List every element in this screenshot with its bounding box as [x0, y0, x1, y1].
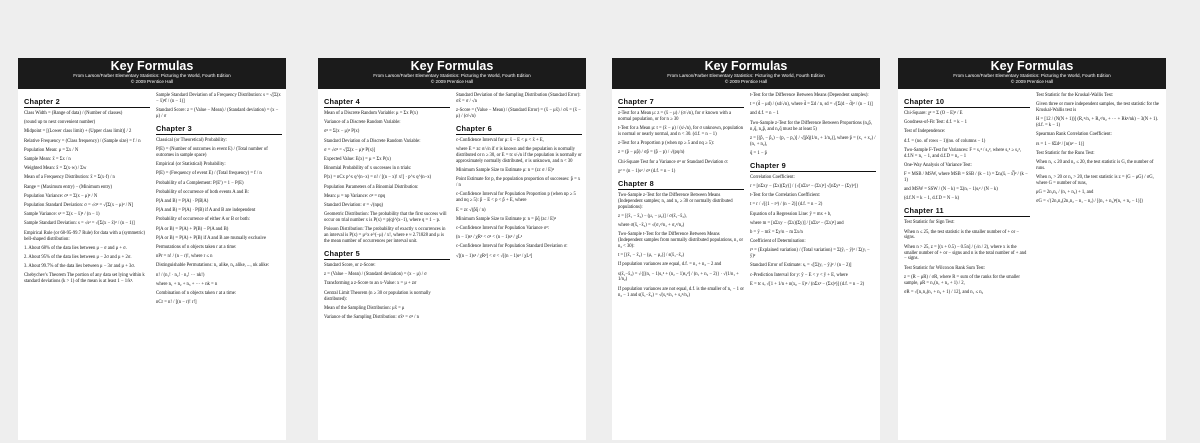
formula-line: Given three or more independent samples, the test statistic for the Kruskal-Wallis test is: [1036, 102, 1160, 114]
formula-line: Variance of the Sampling Distribution: σx̄² = σ² / n: [324, 314, 419, 320]
formula-line: c-Confidence Interval for μ: x̄ − E < μ < x̄ + E,: [456, 137, 544, 143]
formula-line: z-Test for a Mean μ: z = (x̄ − μ) / (σ/√n), for σ known with a normal population, or for n ≥ 30: [618, 111, 732, 122]
formula-line: Two-Sample F-Test for Variances: F = s₁² / s₂², where s₁² ≥ s₂², d.f.N = n₁ − 1, and d.f.D = n₂ − 1: [904, 147, 1022, 159]
formula-line: When n ≤ 25, the test statistic is the smaller number of + or − signs.: [904, 229, 1019, 241]
formula-line: E = zc √(p̂q̂ / n): [456, 207, 486, 213]
formula-line: Minimum Sample Size to Estimate μ: n = (zc σ / E)²: [456, 168, 555, 174]
formula-line: z = [(p̂₁ − p̂₂) − (p₁ − p₂)] / √[p̄q̄(1/n₁ + 1/n₂)], where p̄ = (x₁ + x₂) / (n₁ + n₂),: [750, 135, 876, 147]
card-header: [18, 58, 286, 89]
formula-line: Transforming a z-Score to an x-Value: x = μ + zσ: [324, 281, 417, 287]
formula-line: and MSW = SSW / (N − k) = Σ(nᵢ − 1)sᵢ² / (N − k): [904, 187, 998, 193]
formula-line: n! / (n₁! · n₂! · n₃! ··· nk!): [156, 272, 205, 278]
formula-line: If population variances are not equal, d.f. is the smaller of n₁ − 1 or n₂ − 1 and s(x̄₁−x̄₂) = √(s₁²/n₁ + s₂²/n₂): [618, 286, 744, 298]
formula-line: Distinguishable Permutations: n₁ alike, n₂ alike, ..., nk alike:: [156, 263, 270, 269]
formula-list: [24, 111, 150, 285]
formula-line: Classical (or Theoretical) Probability:: [156, 137, 227, 143]
formula-line: Standard Score: z = (Value − Mean) / (Standard deviation) = (x − μ) / σ: [156, 108, 279, 120]
formula-line: c-Confidence Interval for Population Standard Deviation σ:: [456, 244, 568, 250]
formula-line: P(E) = (Number of outcomes in event E) / (Total number of outcomes in sample space): [156, 147, 268, 159]
formula-line: Population Variance: σ² = Σ(x − μ)² / N: [24, 193, 98, 199]
card-column-right: [1036, 93, 1162, 299]
card-header: [898, 58, 1166, 89]
card-column-right: [750, 93, 876, 302]
formula-line: Standard Error of Estimate: sₑ = √[Σ(yᵢ − ŷᵢ)² / (n − 2)]: [750, 263, 852, 269]
formula-line: Test Statistic for the Kruskal-Wallis Test:: [1036, 93, 1114, 98]
formula-line: Minimum Sample Size to Estimate p: n = p̂q̂ (zc / E)²: [456, 216, 556, 222]
formula-list: [156, 138, 282, 306]
formula-line: Test Statistic for the Runs Test:: [1036, 150, 1095, 156]
formula-line: Midpoint = [(Lower class limit) + (Upper class limit)] / 2: [24, 129, 132, 135]
chapter-heading: Chapter 7: [618, 97, 744, 108]
formula-line: Mean of the Sampling Distribution: μx̄ = μ: [324, 305, 405, 311]
formula-line: z-Score = (Value − Mean) / (Standard Error) = (x̄ − μx̄) / σx̄ = (x̄ − μ) / (σ/√n): [456, 108, 581, 120]
formula-line: where m = [nΣxy − (Σx)(Σy)] / [nΣx² − (Σx)²] and: [750, 220, 844, 226]
formula-line: Population Mean: μ = Σx / N: [24, 147, 79, 153]
formula-line: H = [12 / (N(N + 1))] (R₁²/n₁ + R₂²/n₂ + ··· + Rk²/nk) − 3(N + 1). (d.f. = k − 1): [1036, 117, 1159, 129]
formula-line: Test Statistic for Sign Test:: [904, 220, 955, 226]
chapter-heading: Chapter 10: [904, 97, 1030, 108]
formula-line: Central Limit Theorem (n ≥ 30 or population is normally distributed):: [324, 290, 431, 302]
formula-line: Equation of a Regression Line: ŷ = mx + b,: [750, 211, 832, 217]
formula-line: nPr = n! / (n − r)!, where r ≤ n: [156, 254, 213, 260]
formula-line: P(A or B) = P(A) + P(B) − P(A and B): [156, 226, 229, 232]
formula-line: One-Way Analysis of Variance Test:: [904, 162, 972, 168]
card-subtitle: From Larson/Farber Elementary Statistics: Picturing the World, Fourth Edition: [73, 73, 231, 78]
formula-list: [750, 175, 876, 288]
formula-line: μG = 2n₁n₂ / (n₁ + n₂) + 1, and: [1036, 190, 1094, 196]
formula-line: Standard Deviation of the Sampling Distribution (Standard Error): σx̄ = σ / √n: [456, 93, 581, 104]
formula-line: Empirical Rule (or 68-95-99.7 Rule) for data with a (symmetric) bell-shaped distribution:: [24, 230, 146, 242]
formula-line: z-Test for a Proportion p (when np ≥ 5 and nq ≥ 5):: [618, 141, 714, 147]
formula-line: Geometric Distribution: The probability that the first success will occur on trial number x is P(x) = p(q)^(x−1), where q = 1 − p.: [324, 212, 447, 224]
card-title: Key Formulas: [990, 59, 1074, 73]
formula-line: 1. About 68% of the data lies between μ − σ and μ + σ.: [24, 245, 127, 251]
formula-line: Poisson Distribution: The probability of exactly x occurrences in an interval is P(x) = μ^x e^(−μ) / x!, where e ≈ 2.71828 and μ is the mean number of occurrences per interval unit.: [324, 227, 446, 245]
formula-line: Standard Score, or z-Score:: [324, 263, 376, 269]
chapter-heading: Chapter 4: [324, 97, 450, 108]
formula-line: Variance of a Discrete Random Variable:: [324, 120, 401, 126]
formula-line: c-Confidence Interval for Population Proportion p (when np ≥ 5 and nq ≥ 5): p̂ − E < p < p̂ + E, where: [456, 192, 576, 204]
formula-line: Population Standard Deviation: σ = √σ² = √[Σ(x − μ)² / N]: [24, 203, 134, 209]
card-header: [318, 58, 586, 89]
formula-line: Coefficient of Determination:: [750, 239, 806, 245]
formula-line: r = [nΣxy − (Σx)(Σy)] / {√[nΣx² − (Σx)²] √[nΣy² − (Σy)²]}: [750, 183, 859, 189]
formula-line: Weighted Mean: x̄ = Σ(x·w) / Σw: [24, 166, 87, 172]
formula-line: Correlation Coefficient:: [750, 174, 795, 180]
formula-line: E = tc sₑ √[1 + 1/n + n(x₀ − x̄)² / (nΣx² − (Σx)²)] (d.f. = n − 2): [750, 281, 865, 287]
formula-line: z = [(x̄₁ − x̄₂) − (μ₁ − μ₂)] / σ(x̄₁−x̄₂),: [618, 213, 687, 219]
formula-line: Two-Sample z-Test for the Difference Between Means (Independent samples; n₁ and n₂ ≥ 30 or normally distributed populations):: [618, 192, 733, 210]
formula-line: Chi-Square: χ² = Σ (O − E)² / E: [904, 111, 963, 116]
formula-line: Goodness-of-Fit Test: d.f. = k − 1: [904, 120, 967, 126]
formula-line: Probability of occurrence of both events A and B:: [156, 189, 249, 195]
formula-line: 3. About 99.7% of the data lies between μ − 3σ and μ + 3σ.: [24, 264, 136, 270]
formula-line: Combination of n objects taken r at a time:: [156, 291, 237, 297]
formula-line: Sample Mean: x̄ = Σx / n: [24, 157, 71, 163]
chapter-heading: Chapter 8: [618, 179, 744, 190]
formula-line: Relative Frequency = (Class frequency) / (Sample size) = f / n: [24, 138, 141, 144]
formula-line: Probability of occurrence of either A or B or both:: [156, 217, 250, 223]
card-column-left: [24, 93, 150, 309]
card-copyright: © 2009 Prentice Hall: [724, 79, 768, 84]
card-copyright: © 2009 Prentice Hall: [1010, 79, 1054, 84]
formula-line: c-Confidence Interval for Population Variance σ²:: [456, 225, 550, 231]
formula-line: Expected Value: E(x) = μ = Σx P(x): [324, 157, 391, 163]
chapter-heading: Chapter 3: [156, 124, 282, 135]
chapter-heading: Chapter 2: [24, 97, 150, 108]
formula-line: Mean: μ = np Variance: σ² = npq: [324, 193, 386, 199]
formula-line: P(A and B) = P(A) · P(B|A): [156, 199, 209, 205]
formula-line: Chi-Square Test for a Variance σ² or Standard Deviation σ:: [618, 159, 729, 165]
formula-line: σ = √σ² = √[Σ(x − μ)² P(x)]: [324, 147, 376, 153]
card-column-right: [456, 93, 582, 324]
card-column-left: [904, 93, 1030, 299]
formula-line: Permutations of n objects taken r at a time:: [156, 245, 237, 251]
formula-line: Test Statistic for Wilcoxon Rank Sum Test:: [904, 265, 986, 271]
formula-line: r² = (Explained variation) / (Total variation) = Σ(ŷᵢ − ȳ)² / Σ(yᵢ − ȳ)²: [750, 248, 870, 260]
formula-line: When n > 25, z = [(x + 0.5) − 0.5n] / (√n / 2), where x is the smaller number of + or − signs and n is the total number of + and − signs.: [904, 244, 1027, 262]
formula-list: [456, 138, 582, 260]
card-title: Key Formulas: [410, 59, 494, 73]
formula-line: (round up to next convenient number): [24, 120, 96, 126]
formula-list: [750, 93, 876, 157]
card-subtitle: From Larson/Farber Elementary Statistics: Picturing the World, Fourth Edition: [373, 73, 531, 78]
formula-line: d.f. = (no. of rows − 1)(no. of columns − 1): [904, 138, 986, 144]
formula-line: t = r / √[(1 − r²) / (n − 2)] (d.f. = n − 2): [750, 202, 823, 208]
card-header: [612, 58, 880, 89]
formula-line: (n − 1)s² / χR² < σ² < (n − 1)s² / χL²: [456, 235, 523, 241]
formula-line: Mean of a Discrete Random Variable: μ = Σx P(x): [324, 111, 418, 116]
formula-line: √[(n − 1)s² / χR²] < σ < √[(n − 1)s² / χL²]: [456, 253, 533, 259]
formula-line: (d.f.N = k − 1, d.f.D = N − k): [904, 196, 960, 202]
formula-line: P(x) = nCx p^x q^(n−x) = n! / [(n − x)! x!] · p^x q^(n−x): [324, 175, 432, 181]
formula-list: [904, 220, 1030, 296]
formula-line: Test of Independence:: [904, 129, 946, 135]
formula-line: where σ(x̄₁−x̄₂) = √(σ₁²/n₁ + σ₂²/n₂): [618, 222, 685, 228]
card-column-right: [156, 93, 282, 309]
formula-line: If population variances are equal, d.f. = n₁ + n₂ − 2 and: [618, 262, 722, 268]
formula-line: t = (d̄ − μd) / (sd/√n), where d̄ = Σd / n, sd = √[Σ(d − d̄)² / (n − 1)]: [750, 102, 873, 108]
card-copyright: © 2009 Prentice Hall: [430, 79, 474, 84]
formula-line: σ² = Σ(x − μ)² P(x): [324, 129, 360, 135]
formula-line: When n₁ > 20 or n₂ > 20, the test statistic is z = (G − μG) / σG, where G = number of runs,: [1036, 175, 1154, 187]
formula-card-chapters-4-6: [318, 58, 586, 440]
formula-list: [324, 111, 450, 245]
card-column-left: [618, 93, 744, 302]
formula-line: Chebychev's Theorem The portion of any data set lying within k standard deviations (k > 1) of the mean is at least 1 − 1/k².: [24, 273, 145, 285]
formula-line: Point Estimate for p, the population proportion of successes: p̂ = x / n: [456, 177, 581, 189]
formula-line: Standard Deviation of a Discrete Random Variable:: [324, 138, 421, 144]
formula-line: c-Prediction Interval for y: ŷ − E < y < ŷ + E, where: [750, 272, 848, 278]
formula-line: Sample Standard Deviation: s = √s² = √[Σ(x − x̄)² / (n − 1)]: [24, 221, 135, 227]
formula-line: Sample Standard Deviation of a Frequency Distribution: s = √[Σ(x − x̄)²f / (n − 1)]: [156, 93, 281, 104]
formula-line: z = (R − μR) / σR, where R = sum of the ranks for the smaller sample, μR = n₁(n₁ + n₂ + 1) / 2,: [904, 274, 1020, 286]
card-title: Key Formulas: [110, 59, 194, 73]
formula-line: t-Test for a Mean μ: t = (x̄ − μ) / (s/√n), for σ unknown, population is normal or nearly normal, and n < 30. (d.f. = n − 1): [618, 126, 744, 138]
formula-line: Sample Variance: s² = Σ(x − x̄)² / (n − 1): [24, 212, 100, 218]
formula-line: P(E) = (Frequency of event E) / (Total frequency) = f / n: [156, 171, 262, 177]
formula-line: rs = 1 − 6Σd² / [n(n² − 1)]: [1036, 141, 1084, 147]
chapter-heading: Chapter 5: [324, 249, 450, 260]
formula-line: q̄ = 1 − p̄: [750, 150, 768, 156]
formula-list: [456, 93, 582, 120]
formula-line: where E = zc σ/√n if σ is known and the population is normally distributed or n ≥ 30, or E = tc s/√n if the population is normally or approximately normally distributed, σ is unknown, and n < 30: [456, 147, 582, 164]
formula-line: Empirical (or Statistical) Probability:: [156, 162, 226, 168]
formula-line: Mean of a Frequency Distribution: x̄ = Σ(x·f) / n: [24, 175, 115, 181]
formula-line: z = (p̂ − μp̂) / σp̂ = (p̂ − p) / √(pq/n): [618, 150, 685, 156]
formula-list: [904, 111, 1030, 202]
formula-line: Probability of a Complement: P(E′) = 1 − P(E): [156, 180, 244, 186]
chapter-heading: Chapter 11: [904, 206, 1030, 217]
formula-list: [324, 263, 450, 321]
card-column-left: [324, 93, 450, 324]
formula-list: [618, 193, 744, 299]
formula-line: Binomial Probability of x successes in n trials:: [324, 166, 412, 172]
formula-line: σG = √{2n₁n₂(2n₁n₂ − n₁ − n₂) / [(n₁ + n₂)²(n₁ + n₂ − 1)]}: [1036, 199, 1144, 205]
chapter-heading: Chapter 9: [750, 161, 876, 172]
formula-line: χ² = (n − 1)s² / σ² (d.f. = n − 1): [618, 168, 676, 174]
formula-line: P(A and B) = P(A) · P(B) if A and B are independent: [156, 208, 256, 214]
formula-line: 2. About 95% of the data lies between μ − 2σ and μ + 2σ.: [24, 254, 132, 260]
formula-card-chapters-7-9: [612, 58, 880, 440]
formula-line: where n₁ + n₂ + n₃ + ··· + nk = n: [156, 281, 218, 287]
formula-card-chapters-10-11: [898, 58, 1166, 440]
formula-line: b = ȳ − mx̄ = Σy/n − m Σx/n: [750, 229, 803, 235]
formula-line: t-Test for the Correlation Coefficient:: [750, 193, 821, 199]
formula-line: nCr = n! / [(n − r)! r!]: [156, 300, 197, 306]
formula-line: Class Width = (Range of data) / (Number of classes): [24, 111, 123, 116]
formula-line: Population Parameters of a Binomial Distribution:: [324, 184, 419, 190]
formula-line: t-Test for the Difference Between Means (Dependent samples):: [750, 93, 869, 98]
formula-line: Standard Deviation: σ = √(npq): [324, 203, 384, 209]
formula-list: [1036, 93, 1162, 205]
formula-line: F = MSB / MSW, where MSB = SSB / (k − 1) = Σnᵢ(x̄ᵢ − x̿)² / (k − 1): [904, 172, 1028, 184]
formula-line: When n₁ ≤ 20 and n₂ ≤ 20, the test statistic is G, the number of runs.: [1036, 160, 1154, 171]
formula-line: t = [(x̄₁ − x̄₂) − (μ₁ − μ₂)] / s(x̄₁−x̄₂): [618, 253, 685, 259]
formula-line: P(A or B) = P(A) + P(B) if A and B are mutually exclusive: [156, 235, 267, 241]
formula-line: s(x̄₁−x̄₂) = √{[(n₁ − 1)s₁² + (n₂ − 1)s₂²] / (n₁ + n₂ − 2)} · √(1/n₁ + 1/n₂): [618, 271, 739, 283]
formula-line: Two-Sample z-Test for the Difference Between Proportions (n₁p̄, n₁q̄, n₂p̄, and n₂q̄ must be at least 5): [750, 120, 872, 132]
formula-line: Spearman Rank Correlation Coefficient:: [1036, 132, 1112, 138]
chapter-heading: Chapter 6: [456, 124, 582, 135]
card-subtitle: From Larson/Farber Elementary Statistics: Picturing the World, Fourth Edition: [953, 73, 1111, 78]
card-copyright: © 2009 Prentice Hall: [130, 79, 174, 84]
formula-list: [156, 93, 282, 120]
card-subtitle: From Larson/Farber Elementary Statistics: Picturing the World, Fourth Edition: [667, 73, 825, 78]
formula-line: Range = (Maximum entry) − (Minimum entry): [24, 184, 113, 190]
formula-line: Two-Sample t-Test for the Difference Between Means (Independent samples from normally distributed populations, n₁ or n₂ < 30):: [618, 232, 744, 249]
card-title: Key Formulas: [704, 59, 788, 73]
formula-line: z = (Value − Mean) / (Standard deviation) = (x − μ) / σ: [324, 272, 427, 278]
formula-card-chapters-2-3: [18, 58, 286, 440]
formula-line: and d.f. = n − 1: [750, 111, 779, 117]
formula-list: [618, 111, 744, 175]
formula-line: σR = √[n₁n₂(n₁ + n₂ + 1) / 12], and n₁ ≤ n₂: [904, 289, 984, 295]
